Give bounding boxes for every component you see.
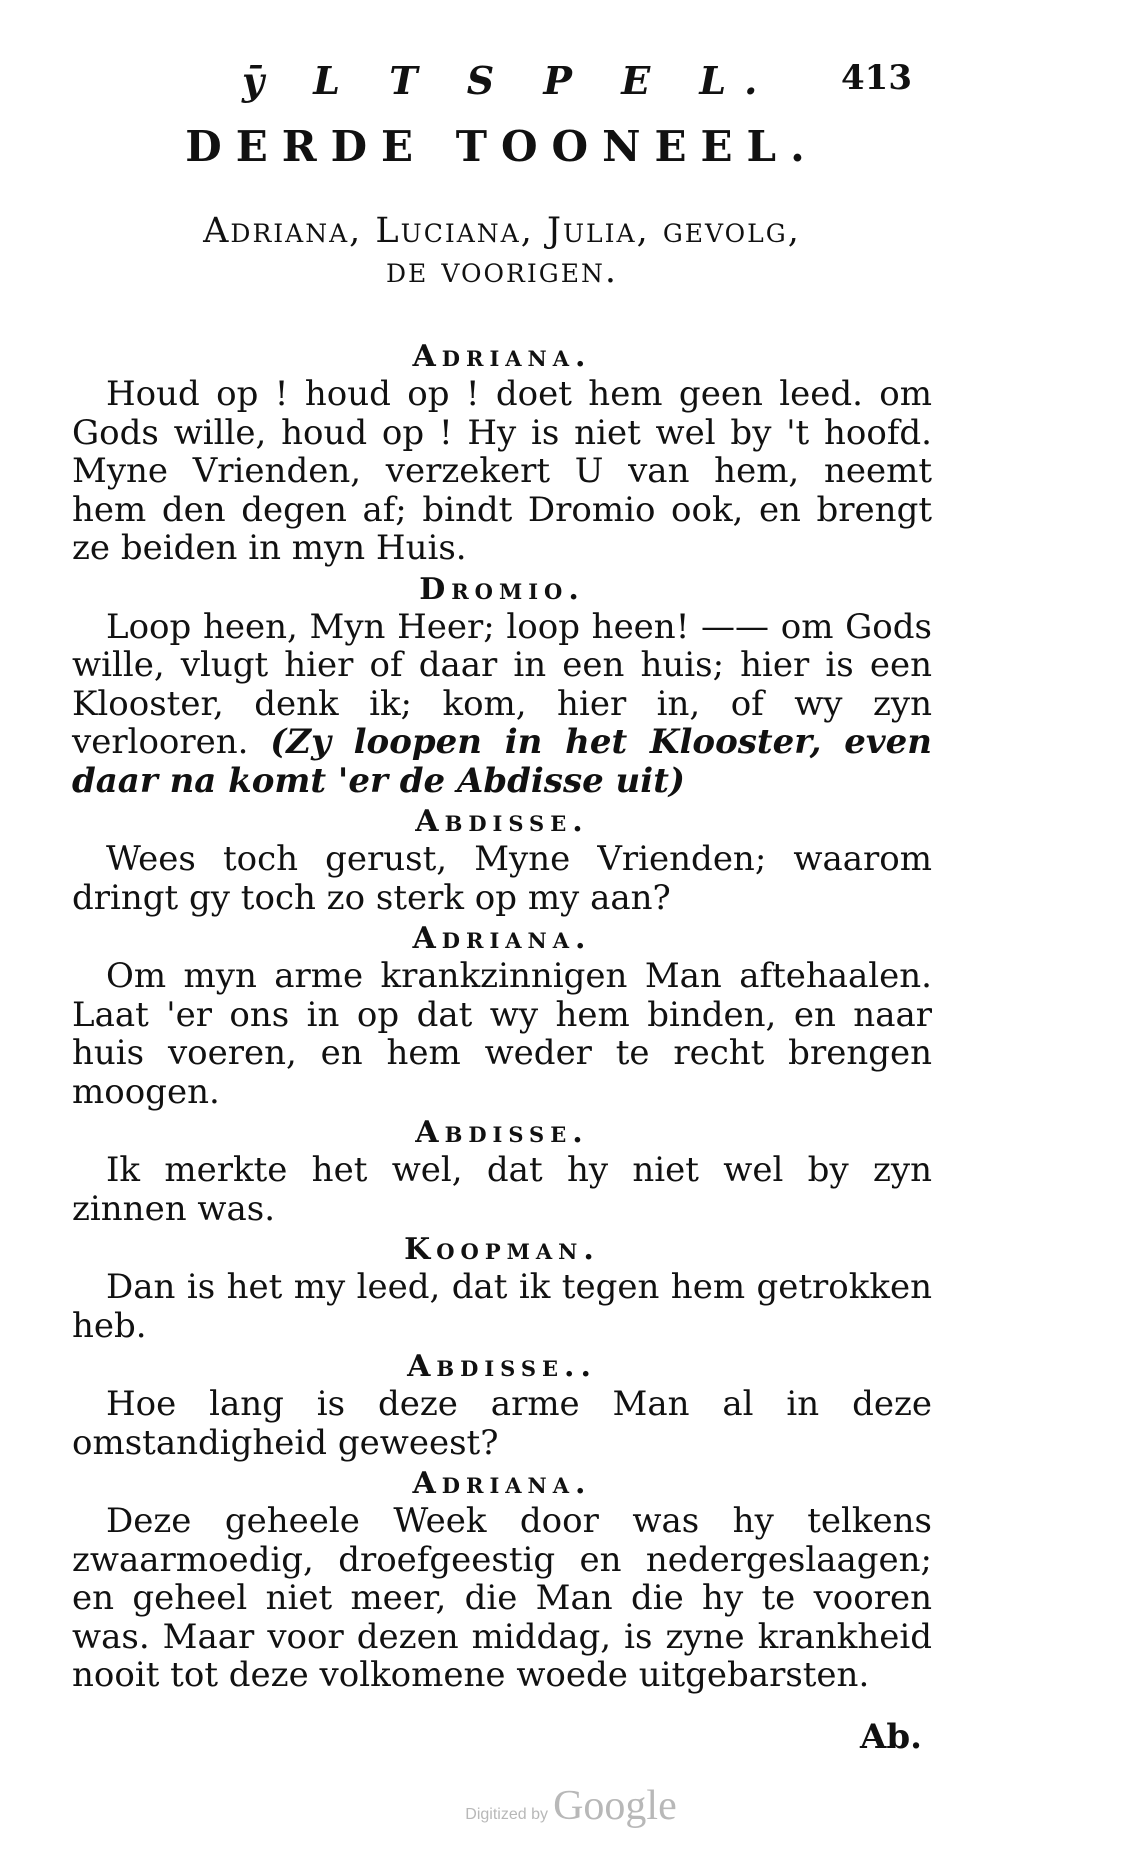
- speaker-name: Abdisse.: [415, 804, 589, 839]
- speaker-name: Adriana.: [412, 339, 592, 374]
- cast-line-2: de voorigen.: [386, 251, 618, 291]
- book-page: [72, 50, 932, 1757]
- speaker-name: Koopman.: [404, 1232, 600, 1267]
- speech-text: Om myn arme krankzinnigen Man aftehaalen. Laat 'er ons in op dat wy hem binden, en naar huis voeren, en hem weder te recht brengen moogen.: [72, 956, 932, 1112]
- speech-text: Loop heen, Myn Heer; loop heen! —— om Gods wille, vlugt hier of daar in een huis; hier is een Klooster, denk ik; kom, hier in, of wy zyn verlooren.: [72, 606, 932, 762]
- speech-text: Houd op ! houd op ! doet hem geen leed. om Gods wille, houd op ! Hy is niet wel by 't hoofd. Myne Vrienden, verzekert U van hem, neemt hem den degen af; bindt Dromio ook, en brengt ze beiden in myn Huis.: [72, 374, 932, 568]
- speech-text: Dan is het my leed, dat ik tegen hem getrokken heb.: [72, 1267, 932, 1346]
- page-number: 413: [841, 58, 912, 98]
- speaker-name: Abdisse.: [415, 1115, 589, 1150]
- catchword: Ab.: [860, 1716, 922, 1757]
- cast-line-1: Adriana, Luciana, Julia, gevolg,: [203, 211, 801, 251]
- cast-list: [72, 211, 932, 291]
- stage-direction: (Zy loopen in het Klooster, even daar na komt 'er de Abdisse uit): [72, 722, 932, 801]
- digitization-watermark: [0, 1782, 1142, 1830]
- google-logo: Google: [553, 1783, 677, 1829]
- speech-block: [72, 608, 932, 801]
- running-header: [72, 50, 932, 102]
- speech-text: Hoe lang is deze arme Man al in deze omstandigheid geweest?: [72, 1384, 932, 1463]
- digitized-label: Digitized by: [465, 1806, 548, 1823]
- speaker-name: Dromio.: [419, 571, 585, 607]
- running-title: ȳ L T S P E L.: [242, 58, 776, 103]
- scene-title: DERDE TOONEEL.: [185, 122, 819, 171]
- speaker-name: Adriana.: [412, 921, 592, 956]
- speaker-name: Abdisse..: [407, 1349, 597, 1384]
- speech-text: Wees toch gerust, Myne Vrienden; waarom dringt gy toch zo sterk op my aan?: [72, 839, 932, 918]
- speech-text: Deze geheele Week door was hy telkens zwaarmoedig, droefgeestig en nedergeslaagen; en geheel niet meer, die Man die hy te vooren was. Maar voor dezen middag, is zyne krankheid nooit tot deze volkomene woede uitgebarsten.: [72, 1501, 932, 1695]
- speaker-name: Adriana.: [412, 1466, 592, 1501]
- speech-text: Ik merkte het wel, dat hy niet wel by zyn zinnen was.: [72, 1150, 932, 1229]
